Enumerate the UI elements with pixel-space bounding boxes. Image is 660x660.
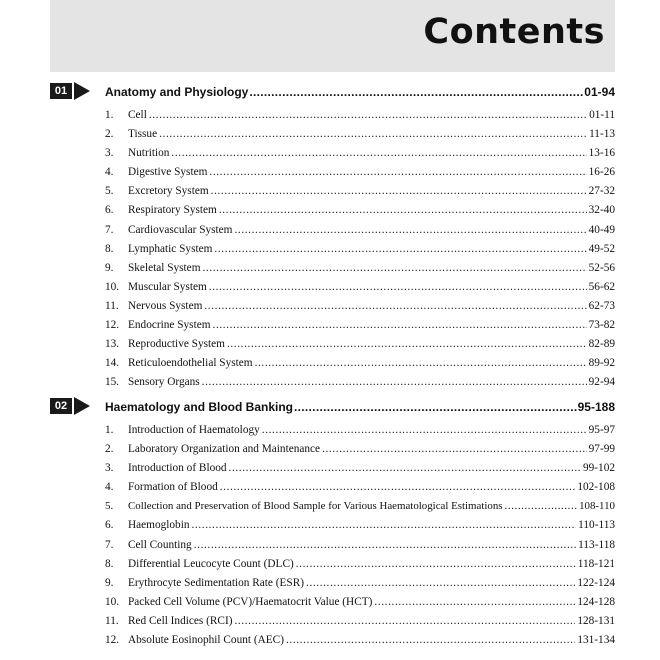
chapter-title: Absolute Eosinophil Count (AEC) xyxy=(128,634,284,647)
dot-leader xyxy=(229,459,581,478)
chapter-pages: 62-73 xyxy=(588,299,615,312)
chapter-number: 8. xyxy=(105,557,114,570)
dot-leader xyxy=(192,516,577,535)
chapter-number: 11. xyxy=(105,299,119,312)
dot-leader xyxy=(262,421,587,440)
chapter-number: 12. xyxy=(105,634,120,647)
chapter-entry[interactable] xyxy=(105,574,615,593)
chapter-pages: 56-62 xyxy=(588,280,615,293)
chapter-title: Nutrition xyxy=(128,147,170,160)
chapter-title: Nervous System xyxy=(128,299,203,312)
chapter-entry[interactable] xyxy=(105,536,615,555)
section-title-line xyxy=(105,397,615,417)
chapter-entry[interactable] xyxy=(105,278,615,297)
chapter-pages: 73-82 xyxy=(588,319,615,332)
section-heading[interactable] xyxy=(50,82,615,102)
chapter-pages: 92-94 xyxy=(588,376,615,389)
chapter-number: 1. xyxy=(105,424,114,436)
chapter-pages: 118-121 xyxy=(577,557,615,570)
section-number-badge: 02 xyxy=(50,398,72,414)
chapter-pages: 27-32 xyxy=(588,185,615,198)
chapter-title: Packed Cell Volume (PCV)/Haematocrit Value (HCT) xyxy=(128,595,373,608)
chapter-number: 3. xyxy=(105,462,114,475)
chapter-title: Muscular System xyxy=(128,280,207,293)
chapter-pages: 110-113 xyxy=(578,519,615,532)
chapter-entry[interactable] xyxy=(105,555,615,574)
chapter-title: Red Cell Indices (RCI) xyxy=(128,614,233,627)
section-pages: 95-188 xyxy=(577,400,615,414)
chapter-pages: 108-110 xyxy=(579,500,615,513)
chapter-title: Erythrocyte Sedimentation Rate (ESR) xyxy=(128,576,305,589)
chapter-title: Skeletal System xyxy=(128,261,201,274)
chapter-entry[interactable] xyxy=(105,516,615,535)
chapter-title: Sensory Organs xyxy=(128,376,200,389)
dot-leader xyxy=(234,612,575,631)
dot-leader xyxy=(286,631,575,650)
chapter-entry[interactable] xyxy=(105,478,615,497)
chapter-pages: 122-124 xyxy=(577,576,615,589)
chapter-title: Reproductive System xyxy=(128,338,225,351)
chapter-entry[interactable] xyxy=(105,297,615,316)
dot-leader xyxy=(204,297,586,316)
dot-leader xyxy=(255,354,587,373)
chapter-entry[interactable] xyxy=(105,497,615,516)
section-title-line xyxy=(105,82,615,102)
chapter-pages: 102-108 xyxy=(577,481,615,494)
chapter-title: Formation of Blood xyxy=(128,481,218,494)
dot-leader xyxy=(374,593,575,612)
chapter-entry[interactable] xyxy=(105,354,615,373)
chapter-entry[interactable] xyxy=(105,201,615,220)
chapter-number: 8. xyxy=(105,242,114,255)
chapter-title: Endocrine System xyxy=(128,319,211,332)
chapter-title: Haemoglobin xyxy=(128,519,190,532)
chapter-title: Lymphatic System xyxy=(128,242,213,255)
chapter-list xyxy=(50,106,615,392)
chapter-number: 6. xyxy=(105,519,114,532)
chapter-pages: 97-99 xyxy=(588,443,615,456)
dot-leader xyxy=(202,259,586,278)
chapter-number: 15. xyxy=(105,376,120,389)
dot-leader xyxy=(296,555,576,574)
chapter-entry[interactable] xyxy=(105,240,615,259)
dot-leader xyxy=(322,440,587,459)
chapter-entry[interactable] xyxy=(105,259,615,278)
chapter-entry[interactable] xyxy=(105,125,615,144)
chapter-number: 1. xyxy=(105,109,114,121)
chapter-title: Excretory System xyxy=(128,185,209,198)
section-02 xyxy=(50,397,615,650)
chapter-number: 7. xyxy=(105,223,114,236)
chapter-number: 11. xyxy=(105,614,119,627)
chapter-title: Cell xyxy=(128,109,147,121)
arrow-right-icon xyxy=(74,82,90,100)
chapter-entry[interactable] xyxy=(105,144,615,163)
chapter-entry[interactable] xyxy=(105,459,615,478)
chapter-number: 4. xyxy=(105,166,114,179)
chapter-entry[interactable] xyxy=(105,221,615,240)
dot-leader xyxy=(211,182,587,201)
chapter-number: 10. xyxy=(105,280,120,293)
chapter-number: 10. xyxy=(105,595,120,608)
chapter-pages: 113-118 xyxy=(578,538,615,551)
chapter-pages: 99-102 xyxy=(582,462,615,475)
section-title: Haematology and Blood Banking xyxy=(105,400,294,414)
chapter-number: 12. xyxy=(105,319,120,332)
section-heading[interactable] xyxy=(50,397,615,417)
chapter-entry[interactable] xyxy=(105,163,615,182)
chapter-entry[interactable] xyxy=(105,421,615,440)
chapter-entry[interactable] xyxy=(105,631,615,650)
contents-header xyxy=(50,0,615,72)
arrow-right-icon xyxy=(74,397,90,415)
chapter-number: 13. xyxy=(105,338,120,351)
chapter-list xyxy=(50,421,615,650)
chapter-number: 6. xyxy=(105,204,114,217)
chapter-title: Cell Counting xyxy=(128,538,192,551)
chapter-title: Reticuloendothelial System xyxy=(128,357,253,370)
chapter-number: 9. xyxy=(105,261,114,274)
chapter-title: Introduction of Haematology xyxy=(128,424,260,436)
chapter-pages: 01-11 xyxy=(589,109,615,121)
dot-leader xyxy=(505,497,578,516)
chapter-number: 2. xyxy=(105,128,114,141)
chapter-number: 7. xyxy=(105,538,114,551)
dot-leader xyxy=(214,240,586,259)
section-01 xyxy=(50,82,615,392)
chapter-number: 9. xyxy=(105,576,114,589)
section-pages: 01-94 xyxy=(584,85,615,99)
chapter-title: Digestive System xyxy=(128,166,208,179)
chapter-title: Differential Leucocyte Count (DLC) xyxy=(128,557,294,570)
dot-leader xyxy=(234,221,586,240)
chapter-pages: 40-49 xyxy=(588,223,615,236)
dot-leader xyxy=(194,536,576,555)
dot-leader xyxy=(159,125,587,144)
chapter-pages: 131-134 xyxy=(577,634,615,647)
dot-leader xyxy=(209,163,586,182)
chapter-pages: 89-92 xyxy=(588,357,615,370)
chapter-entry[interactable] xyxy=(105,106,615,125)
chapter-pages: 128-131 xyxy=(577,614,615,627)
dot-leader xyxy=(220,478,576,497)
chapter-entry[interactable] xyxy=(105,440,615,459)
chapter-title: Respiratory System xyxy=(128,204,217,217)
chapter-pages: 82-89 xyxy=(588,338,615,351)
chapter-entry[interactable] xyxy=(105,612,615,631)
chapter-entry[interactable] xyxy=(105,593,615,612)
chapter-pages: 16-26 xyxy=(588,166,615,179)
page-title: Contents xyxy=(423,12,605,52)
dot-leader xyxy=(294,397,577,417)
chapter-pages: 11-13 xyxy=(589,128,615,141)
chapter-title: Collection and Preservation of Blood Sample for Various Haematological Estimations xyxy=(128,500,503,513)
dot-leader xyxy=(249,82,583,102)
dot-leader xyxy=(149,106,587,125)
chapter-number: 3. xyxy=(105,147,114,160)
dot-leader xyxy=(227,335,587,354)
chapter-pages: 52-56 xyxy=(588,261,615,274)
dot-leader xyxy=(219,201,587,220)
chapter-pages: 124-128 xyxy=(577,595,615,608)
dot-leader xyxy=(171,144,586,163)
chapter-entry[interactable] xyxy=(105,373,615,392)
dot-leader xyxy=(202,373,587,392)
chapter-entry[interactable] xyxy=(105,335,615,354)
chapter-number: 14. xyxy=(105,357,120,370)
chapter-number: 4. xyxy=(105,481,114,494)
chapter-number: 5. xyxy=(105,500,114,513)
chapter-title: Introduction of Blood xyxy=(128,462,227,475)
chapter-pages: 95-97 xyxy=(588,424,615,436)
section-title: Anatomy and Physiology xyxy=(105,85,249,99)
chapter-number: 2. xyxy=(105,443,114,456)
dot-leader xyxy=(209,278,587,297)
chapter-title: Tissue xyxy=(128,128,158,141)
chapter-number: 5. xyxy=(105,185,114,198)
section-number-badge: 01 xyxy=(50,83,72,99)
dot-leader xyxy=(213,316,587,335)
chapter-pages: 32-40 xyxy=(588,204,615,217)
dot-leader xyxy=(306,574,575,593)
chapter-entry[interactable] xyxy=(105,182,615,201)
chapter-pages: 13-16 xyxy=(588,147,615,160)
chapter-title: Laboratory Organization and Maintenance xyxy=(128,443,321,456)
chapter-pages: 49-52 xyxy=(588,242,615,255)
chapter-entry[interactable] xyxy=(105,316,615,335)
chapter-title: Cardiovascular System xyxy=(128,223,233,236)
